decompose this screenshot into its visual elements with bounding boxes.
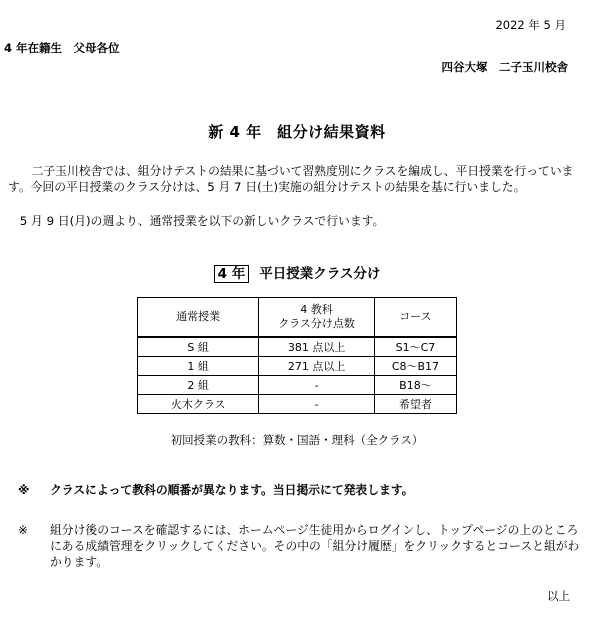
class-table-heading — [0, 262, 594, 282]
row-course: B18～ — [374, 376, 456, 395]
note-mark: ※ — [18, 523, 28, 537]
first-class-subjects: 初回授業の教科：算数・国語・理科（全クラス） — [170, 433, 424, 447]
row-class: 火木クラス — [138, 395, 259, 414]
class-assignment-table — [137, 297, 457, 414]
document-date: 2022 年 5 月 — [495, 18, 566, 32]
row-course: C8～B17 — [374, 357, 456, 376]
header-course: コース — [374, 298, 456, 338]
table-row — [138, 337, 457, 357]
row-course: 希望者 — [374, 395, 456, 414]
row-score: 271 点以上 — [259, 357, 375, 376]
table-row — [138, 395, 457, 414]
table-header-row — [138, 298, 457, 338]
row-score: - — [259, 395, 375, 414]
table-row — [138, 376, 457, 395]
table-row — [138, 357, 457, 376]
note-mark: ※ — [18, 483, 30, 497]
intro-paragraph: 二子玉川校舎では、組分けテストの結果に基づいて習熟度別にクラスを編成し、平日授業を行っています。今回の平日授業のクラス分けは、5 月 7 日(土)実施の組分けテストの結果を基に行いました。 — [8, 164, 574, 194]
grade-label: 4 年 — [214, 265, 250, 283]
row-score: 381 点以上 — [259, 337, 375, 357]
recipient-line: 4 年在籍生 父母各位 — [4, 41, 120, 55]
sender-line: 四谷大塚 二子玉川校舎 — [441, 60, 568, 74]
note-text: 組分け後のコースを確認するには、ホームページ生徒用からログインし、トップページの上のところにある成績管理をクリックしてください。その中の「組分け履歴」をクリックするとコースと組がわかります。 — [50, 523, 580, 569]
header-score — [259, 298, 375, 338]
row-class: 2 組 — [138, 376, 259, 395]
row-score: - — [259, 376, 375, 395]
row-course: S1～C7 — [374, 337, 456, 357]
header-score-line1: 4 教科 — [300, 303, 333, 316]
row-class: S 組 — [138, 337, 259, 357]
document-title: 新 4 年 組分け結果資料 — [208, 123, 386, 141]
header-class: 通常授業 — [138, 298, 259, 338]
note-item — [18, 522, 590, 570]
closing-remark: 以上 — [547, 589, 570, 603]
note-text: クラスによって教科の順番が異なります。当日掲示にて発表します。 — [50, 483, 414, 497]
note-item — [18, 482, 590, 498]
schedule-paragraph: 5 月 9 日(月)の週より、通常授業を以下の新しいクラスで行います。 — [19, 214, 385, 228]
row-class: 1 組 — [138, 357, 259, 376]
header-score-line2: クラス分け点数 — [278, 317, 355, 330]
class-table-title: 平日授業クラス分け — [259, 266, 381, 282]
